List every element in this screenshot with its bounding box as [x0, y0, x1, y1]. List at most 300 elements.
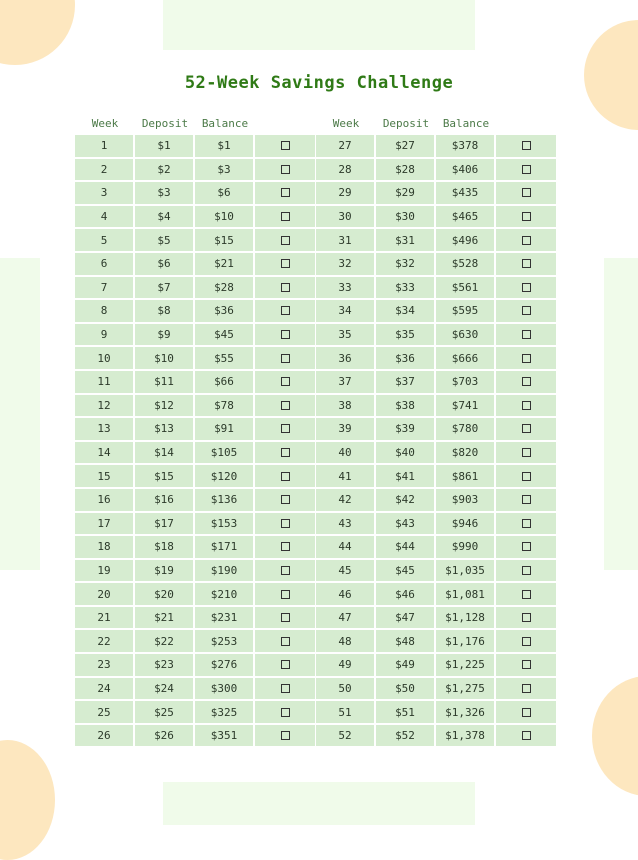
check-cell	[255, 654, 315, 676]
deposit-cell: $44	[376, 536, 434, 558]
deposit-cell: $41	[376, 465, 434, 487]
balance-cell: $1,275	[436, 678, 494, 700]
deposit-cell: $11	[135, 371, 193, 393]
week-cell: 4	[75, 206, 133, 228]
table-body	[316, 135, 558, 746]
checkbox[interactable]	[281, 542, 290, 551]
check-cell	[255, 418, 315, 440]
week-cell: 13	[75, 418, 133, 440]
deposit-cell: $4	[135, 206, 193, 228]
balance-cell: $496	[436, 229, 494, 251]
balance-cell: $903	[436, 489, 494, 511]
week-cell: 19	[75, 560, 133, 582]
deposit-cell: $14	[135, 442, 193, 464]
check-cell	[255, 701, 315, 723]
checkbox[interactable]	[281, 660, 290, 669]
checkbox[interactable]	[281, 377, 290, 386]
week-cell: 21	[75, 607, 133, 629]
week-cell: 22	[75, 630, 133, 652]
deposit-cell: $51	[376, 701, 434, 723]
table-row	[75, 324, 317, 346]
checkbox[interactable]	[522, 188, 531, 197]
deposit-cell: $33	[376, 277, 434, 299]
deposit-cell: $9	[135, 324, 193, 346]
week-cell: 32	[316, 253, 374, 275]
deposit-cell: $50	[376, 678, 434, 700]
week-cell: 28	[316, 159, 374, 181]
check-cell	[496, 135, 556, 157]
balance-cell: $66	[195, 371, 253, 393]
balance-cell: $210	[195, 583, 253, 605]
check-cell	[496, 442, 556, 464]
table-body	[75, 135, 317, 746]
deposit-cell: $26	[135, 725, 193, 747]
table-row	[75, 442, 317, 464]
deposit-cell: $17	[135, 513, 193, 535]
check-cell	[255, 536, 315, 558]
deposit-cell: $10	[135, 347, 193, 369]
week-cell: 23	[75, 654, 133, 676]
balance-cell: $325	[195, 701, 253, 723]
checkbox[interactable]	[522, 566, 531, 575]
checkbox[interactable]	[281, 306, 290, 315]
checkbox[interactable]	[281, 236, 290, 245]
table-header	[316, 113, 558, 133]
week-cell: 43	[316, 513, 374, 535]
checkbox[interactable]	[281, 401, 290, 410]
deposit-cell: $23	[135, 654, 193, 676]
week-cell: 17	[75, 513, 133, 535]
checkbox[interactable]	[522, 613, 531, 622]
header-week: Week	[332, 116, 360, 130]
table-row	[75, 678, 317, 700]
table-row	[75, 465, 317, 487]
balance-cell: $6	[195, 182, 253, 204]
deposit-cell: $28	[376, 159, 434, 181]
check-cell	[255, 395, 315, 417]
week-cell: 51	[316, 701, 374, 723]
week-cell: 12	[75, 395, 133, 417]
checkbox[interactable]	[522, 495, 531, 504]
deposit-cell: $7	[135, 277, 193, 299]
balance-cell: $561	[436, 277, 494, 299]
check-cell	[255, 253, 315, 275]
week-cell: 50	[316, 678, 374, 700]
week-cell: 39	[316, 418, 374, 440]
week-cell: 7	[75, 277, 133, 299]
week-cell: 25	[75, 701, 133, 723]
balance-cell: $820	[436, 442, 494, 464]
deposit-cell: $19	[135, 560, 193, 582]
check-cell	[496, 560, 556, 582]
week-cell: 44	[316, 536, 374, 558]
deposit-cell: $24	[135, 678, 193, 700]
week-cell: 41	[316, 465, 374, 487]
table-header	[75, 113, 317, 133]
checkbox[interactable]	[281, 141, 290, 150]
table-row	[316, 418, 558, 440]
balance-cell: $1,378	[436, 725, 494, 747]
balance-cell: $3	[195, 159, 253, 181]
balance-cell: $378	[436, 135, 494, 157]
deposit-cell: $48	[376, 630, 434, 652]
balance-cell: $10	[195, 206, 253, 228]
table-row	[75, 560, 317, 582]
table-row	[316, 678, 558, 700]
deposit-cell: $47	[376, 607, 434, 629]
table-row	[75, 182, 317, 204]
checkbox[interactable]	[522, 731, 531, 740]
table-row	[316, 513, 558, 535]
table-row	[75, 513, 317, 535]
checkbox[interactable]	[281, 708, 290, 717]
balance-cell: $990	[436, 536, 494, 558]
week-cell: 24	[75, 678, 133, 700]
balance-cell: $28	[195, 277, 253, 299]
deposit-cell: $15	[135, 465, 193, 487]
check-cell	[496, 395, 556, 417]
week-cell: 36	[316, 347, 374, 369]
savings-table-left	[75, 113, 317, 746]
balance-cell: $36	[195, 300, 253, 322]
week-cell: 31	[316, 229, 374, 251]
week-cell: 29	[316, 182, 374, 204]
checkbox[interactable]	[522, 424, 531, 433]
decor-band-top	[163, 0, 475, 50]
deposit-cell: $45	[376, 560, 434, 582]
balance-cell: $780	[436, 418, 494, 440]
table-row	[316, 206, 558, 228]
checkbox[interactable]	[522, 165, 531, 174]
checkbox[interactable]	[281, 283, 290, 292]
balance-cell: $171	[195, 536, 253, 558]
check-cell	[496, 465, 556, 487]
week-cell: 37	[316, 371, 374, 393]
check-cell	[496, 513, 556, 535]
balance-cell: $15	[195, 229, 253, 251]
check-cell	[496, 182, 556, 204]
week-cell: 16	[75, 489, 133, 511]
checkbox[interactable]	[522, 236, 531, 245]
deposit-cell: $13	[135, 418, 193, 440]
week-cell: 18	[75, 536, 133, 558]
balance-cell: $300	[195, 678, 253, 700]
checkbox[interactable]	[522, 306, 531, 315]
header-balance: Balance	[442, 116, 490, 130]
check-cell	[255, 583, 315, 605]
deposit-cell: $1	[135, 135, 193, 157]
table-row	[75, 654, 317, 676]
decor-band-bottom	[163, 782, 475, 825]
check-cell	[496, 489, 556, 511]
checkbox[interactable]	[522, 708, 531, 717]
check-cell	[255, 229, 315, 251]
table-row	[75, 159, 317, 181]
deposit-cell: $38	[376, 395, 434, 417]
deposit-cell: $18	[135, 536, 193, 558]
check-cell	[496, 583, 556, 605]
checkbox[interactable]	[281, 424, 290, 433]
deposit-cell: $39	[376, 418, 434, 440]
week-cell: 5	[75, 229, 133, 251]
week-cell: 15	[75, 465, 133, 487]
deposit-cell: $20	[135, 583, 193, 605]
checkbox[interactable]	[522, 519, 531, 528]
checkbox[interactable]	[281, 259, 290, 268]
balance-cell: $105	[195, 442, 253, 464]
table-row	[75, 418, 317, 440]
check-cell	[496, 300, 556, 322]
deposit-cell: $46	[376, 583, 434, 605]
checkbox[interactable]	[522, 141, 531, 150]
table-row	[75, 607, 317, 629]
balance-cell: $406	[436, 159, 494, 181]
checkbox[interactable]	[522, 259, 531, 268]
checkbox[interactable]	[522, 283, 531, 292]
check-cell	[496, 206, 556, 228]
checkbox[interactable]	[281, 684, 290, 693]
deposit-cell: $16	[135, 489, 193, 511]
check-cell	[496, 654, 556, 676]
checkbox[interactable]	[522, 330, 531, 339]
table-row	[75, 300, 317, 322]
table-row	[316, 654, 558, 676]
deposit-cell: $43	[376, 513, 434, 535]
week-cell: 8	[75, 300, 133, 322]
week-cell: 10	[75, 347, 133, 369]
check-cell	[496, 159, 556, 181]
check-cell	[496, 253, 556, 275]
checkbox[interactable]	[522, 472, 531, 481]
table-row	[316, 583, 558, 605]
decor-circle-bottom-right	[592, 676, 638, 796]
table-row	[316, 630, 558, 652]
table-row	[75, 489, 317, 511]
check-cell	[496, 630, 556, 652]
balance-cell: $666	[436, 347, 494, 369]
deposit-cell: $12	[135, 395, 193, 417]
balance-cell: $351	[195, 725, 253, 747]
week-cell: 42	[316, 489, 374, 511]
table-row	[316, 300, 558, 322]
header-week: Week	[91, 116, 119, 130]
deposit-cell: $34	[376, 300, 434, 322]
check-cell	[255, 324, 315, 346]
checkbox[interactable]	[281, 354, 290, 363]
check-cell	[255, 630, 315, 652]
check-cell	[255, 678, 315, 700]
check-cell	[496, 607, 556, 629]
deposit-cell: $32	[376, 253, 434, 275]
week-cell: 40	[316, 442, 374, 464]
checkbox[interactable]	[281, 212, 290, 221]
balance-cell: $946	[436, 513, 494, 535]
table-row	[316, 253, 558, 275]
deposit-cell: $31	[376, 229, 434, 251]
header-deposit: Deposit	[382, 116, 430, 130]
check-cell	[255, 206, 315, 228]
week-cell: 46	[316, 583, 374, 605]
table-row	[75, 206, 317, 228]
deposit-cell: $52	[376, 725, 434, 747]
checkbox[interactable]	[522, 684, 531, 693]
deposit-cell: $6	[135, 253, 193, 275]
decor-band-left	[0, 258, 40, 570]
table-row	[316, 347, 558, 369]
checkbox[interactable]	[522, 660, 531, 669]
check-cell	[255, 277, 315, 299]
checkbox[interactable]	[281, 613, 290, 622]
check-cell	[255, 607, 315, 629]
deposit-cell: $36	[376, 347, 434, 369]
week-cell: 20	[75, 583, 133, 605]
deposit-cell: $42	[376, 489, 434, 511]
page-title: 52-Week Savings Challenge	[184, 73, 454, 93]
balance-cell: $136	[195, 489, 253, 511]
balance-cell: $435	[436, 182, 494, 204]
check-cell	[496, 418, 556, 440]
table-row	[316, 560, 558, 582]
week-cell: 14	[75, 442, 133, 464]
check-cell	[496, 371, 556, 393]
deposit-cell: $30	[376, 206, 434, 228]
decor-circle-bottom-left	[0, 740, 55, 860]
deposit-cell: $27	[376, 135, 434, 157]
table-row	[75, 253, 317, 275]
checkbox[interactable]	[281, 566, 290, 575]
checkbox[interactable]	[281, 637, 290, 646]
table-row	[316, 324, 558, 346]
balance-cell: $55	[195, 347, 253, 369]
table-row	[316, 701, 558, 723]
week-cell: 52	[316, 725, 374, 747]
table-row	[75, 536, 317, 558]
balance-cell: $276	[195, 654, 253, 676]
decor-band-right	[604, 258, 638, 570]
table-row	[316, 135, 558, 157]
check-cell	[496, 536, 556, 558]
check-cell	[496, 678, 556, 700]
check-cell	[255, 560, 315, 582]
table-row	[316, 277, 558, 299]
balance-cell: $21	[195, 253, 253, 275]
balance-cell: $630	[436, 324, 494, 346]
table-row	[75, 347, 317, 369]
balance-cell: $1,225	[436, 654, 494, 676]
deposit-cell: $49	[376, 654, 434, 676]
deposit-cell: $3	[135, 182, 193, 204]
balance-cell: $153	[195, 513, 253, 535]
table-row	[316, 182, 558, 204]
deposit-cell: $25	[135, 701, 193, 723]
checkbox[interactable]	[281, 165, 290, 174]
table-row	[75, 630, 317, 652]
table-row	[75, 701, 317, 723]
week-cell: 6	[75, 253, 133, 275]
table-row	[75, 229, 317, 251]
table-row	[316, 229, 558, 251]
week-cell: 45	[316, 560, 374, 582]
check-cell	[496, 347, 556, 369]
balance-cell: $465	[436, 206, 494, 228]
week-cell: 35	[316, 324, 374, 346]
checkbox[interactable]	[281, 330, 290, 339]
balance-cell: $45	[195, 324, 253, 346]
check-cell	[255, 182, 315, 204]
checkbox[interactable]	[522, 448, 531, 457]
check-cell	[496, 701, 556, 723]
week-cell: 2	[75, 159, 133, 181]
table-row	[316, 371, 558, 393]
week-cell: 49	[316, 654, 374, 676]
checkbox[interactable]	[522, 401, 531, 410]
check-cell	[496, 229, 556, 251]
check-cell	[255, 159, 315, 181]
checkbox[interactable]	[281, 472, 290, 481]
balance-cell: $1,081	[436, 583, 494, 605]
balance-cell: $1,176	[436, 630, 494, 652]
balance-cell: $1,035	[436, 560, 494, 582]
check-cell	[255, 300, 315, 322]
checkbox[interactable]	[281, 731, 290, 740]
check-cell	[255, 347, 315, 369]
check-cell	[255, 465, 315, 487]
check-cell	[255, 135, 315, 157]
week-cell: 1	[75, 135, 133, 157]
header-balance: Balance	[201, 116, 249, 130]
table-row	[75, 135, 317, 157]
checkbox[interactable]	[281, 590, 290, 599]
header-deposit: Deposit	[141, 116, 189, 130]
checkbox[interactable]	[522, 377, 531, 386]
deposit-cell: $8	[135, 300, 193, 322]
checkbox[interactable]	[281, 448, 290, 457]
week-cell: 9	[75, 324, 133, 346]
deposit-cell: $21	[135, 607, 193, 629]
balance-cell: $190	[195, 560, 253, 582]
checkbox[interactable]	[522, 212, 531, 221]
checkbox[interactable]	[281, 188, 290, 197]
balance-cell: $861	[436, 465, 494, 487]
table-row	[316, 465, 558, 487]
table-row	[75, 277, 317, 299]
week-cell: 26	[75, 725, 133, 747]
balance-cell: $595	[436, 300, 494, 322]
table-row	[316, 159, 558, 181]
week-cell: 27	[316, 135, 374, 157]
checkbox[interactable]	[522, 637, 531, 646]
deposit-cell: $35	[376, 324, 434, 346]
table-row	[316, 442, 558, 464]
deposit-cell: $22	[135, 630, 193, 652]
savings-table-right	[316, 113, 558, 746]
table-row	[316, 395, 558, 417]
check-cell	[255, 442, 315, 464]
balance-cell: $253	[195, 630, 253, 652]
table-row	[316, 489, 558, 511]
check-cell	[496, 324, 556, 346]
check-cell	[255, 513, 315, 535]
week-cell: 30	[316, 206, 374, 228]
checkbox[interactable]	[281, 519, 290, 528]
balance-cell: $1	[195, 135, 253, 157]
decor-circle-top-left	[0, 0, 75, 65]
checkbox[interactable]	[281, 495, 290, 504]
checkbox[interactable]	[522, 542, 531, 551]
checkbox[interactable]	[522, 354, 531, 363]
week-cell: 33	[316, 277, 374, 299]
checkbox[interactable]	[522, 590, 531, 599]
